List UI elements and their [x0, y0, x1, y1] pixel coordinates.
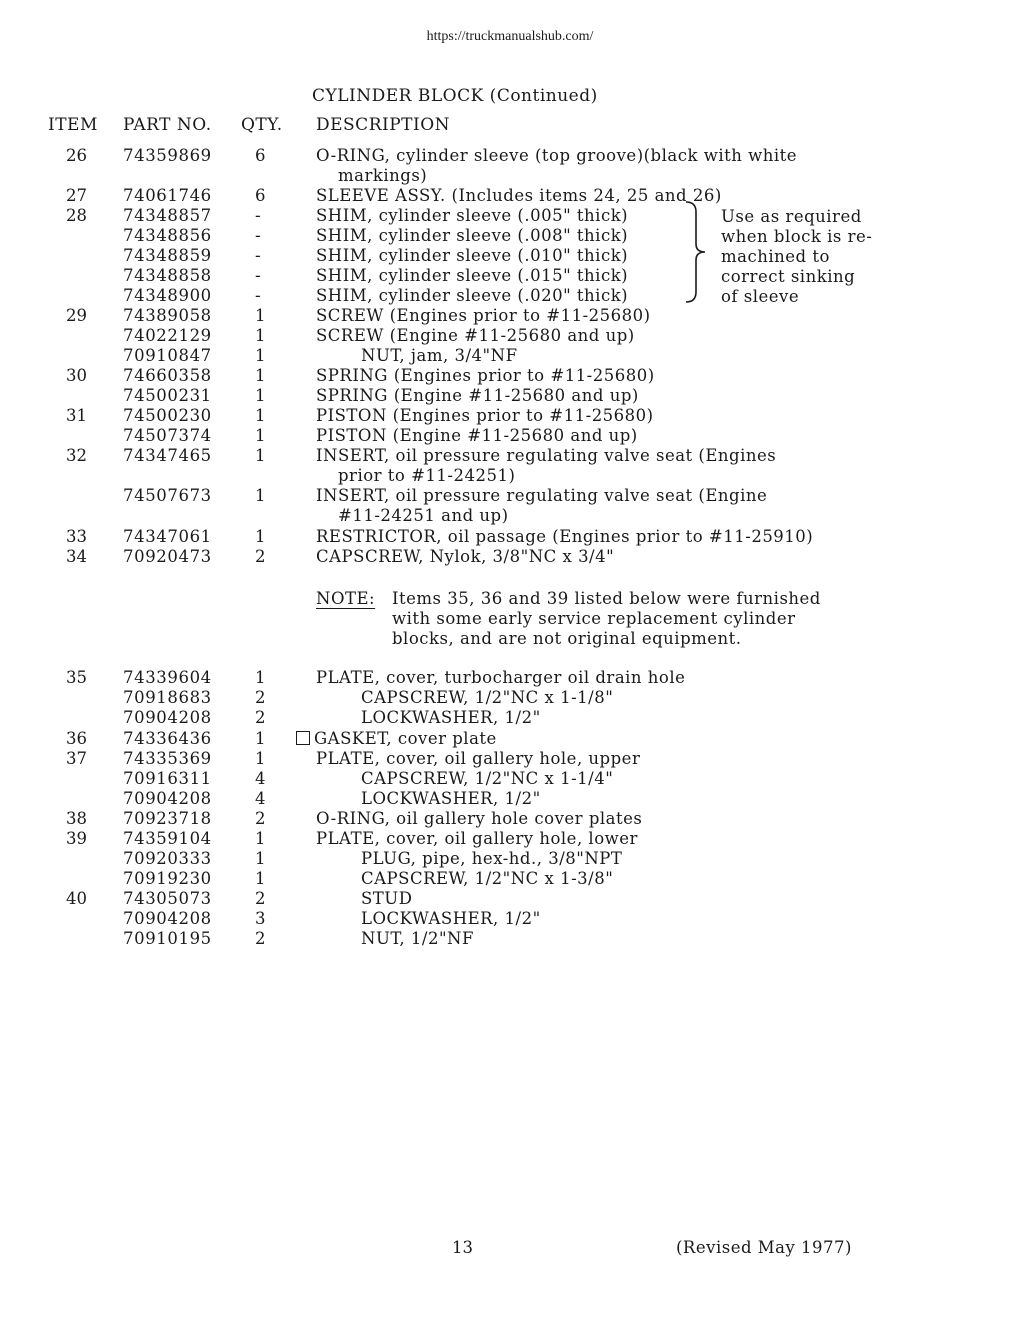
table-row — [0, 769, 1020, 789]
description: CAPSCREW, 1/2"NC x 1-1/8" — [361, 688, 614, 707]
description: STUD — [361, 889, 413, 908]
description: PISTON (Engine #11-25680 and up) — [316, 426, 638, 445]
table-row — [0, 729, 1020, 749]
description: SCREW (Engines prior to #11-25680) — [316, 306, 651, 325]
item-number: 40 — [66, 889, 87, 908]
table-row — [0, 286, 1020, 306]
quantity: 1 — [255, 668, 266, 687]
description: LOCKWASHER, 1/2" — [361, 708, 541, 727]
part-number: 74359869 — [123, 146, 212, 165]
part-number: 70919230 — [123, 869, 212, 888]
item-number: 30 — [66, 366, 87, 385]
part-number: 74507374 — [123, 426, 212, 445]
item-number: 31 — [66, 406, 87, 425]
side-note-line: correct sinking — [721, 267, 856, 286]
quantity: 1 — [255, 406, 266, 425]
column-header-item: ITEM — [48, 115, 98, 135]
part-number: 74660358 — [123, 366, 212, 385]
column-header-description: DESCRIPTION — [316, 115, 451, 135]
description: LOCKWASHER, 1/2" — [361, 789, 541, 808]
part-number: 74348858 — [123, 266, 212, 285]
table-row — [0, 506, 1020, 526]
table-row — [0, 266, 1020, 286]
item-number: 35 — [66, 668, 87, 687]
quantity: 6 — [255, 186, 266, 205]
description: prior to #11-24251) — [338, 466, 516, 485]
quantity: 1 — [255, 366, 266, 385]
note-line: blocks, and are not original equipment. — [392, 629, 742, 648]
table-row — [0, 366, 1020, 386]
part-number: 74339604 — [123, 668, 212, 687]
quantity: 2 — [255, 809, 266, 828]
table-row — [0, 889, 1020, 909]
quantity: 1 — [255, 749, 266, 768]
part-number: 70904208 — [123, 789, 212, 808]
item-number: 27 — [66, 186, 87, 205]
table-row — [0, 708, 1020, 728]
item-number: 28 — [66, 206, 87, 225]
table-row — [0, 688, 1020, 708]
description: CAPSCREW, 1/2"NC x 1-3/8" — [361, 869, 614, 888]
part-number: 70918683 — [123, 688, 212, 707]
quantity: 4 — [255, 789, 266, 808]
side-note-line: when block is re- — [721, 227, 873, 246]
quantity: - — [255, 206, 261, 225]
part-number: 74389058 — [123, 306, 212, 325]
part-number: 74336436 — [123, 729, 212, 748]
quantity: 1 — [255, 326, 266, 345]
description: NUT, jam, 3/4"NF — [361, 346, 518, 365]
quantity: - — [255, 266, 261, 285]
item-number: 33 — [66, 527, 87, 546]
part-number: 74061746 — [123, 186, 212, 205]
description: PLATE, cover, turbocharger oil drain hole — [316, 668, 686, 687]
page-title: CYLINDER BLOCK (Continued) — [312, 86, 598, 106]
part-number: 74347465 — [123, 446, 212, 465]
item-number: 29 — [66, 306, 87, 325]
description: INSERT, oil pressure regulating valve seat (Engines — [316, 446, 777, 465]
item-number: 26 — [66, 146, 87, 165]
quantity: 2 — [255, 688, 266, 707]
table-row — [0, 206, 1020, 226]
part-number: 70916311 — [123, 769, 212, 788]
description: PLUG, pipe, hex-hd., 3/8"NPT — [361, 849, 623, 868]
table-row — [0, 346, 1020, 366]
part-number: 74500231 — [123, 386, 212, 405]
quantity: 4 — [255, 769, 266, 788]
right-brace-icon — [683, 200, 709, 304]
description: PLATE, cover, oil gallery hole, lower — [316, 829, 638, 848]
description: O-RING, cylinder sleeve (top groove)(black with white — [316, 146, 798, 165]
column-header-part-no: PART NO. — [123, 115, 212, 135]
table-row — [0, 426, 1020, 446]
part-number: 70910847 — [123, 346, 212, 365]
quantity: 1 — [255, 426, 266, 445]
table-row — [0, 306, 1020, 326]
table-row — [0, 146, 1020, 166]
quantity: 1 — [255, 346, 266, 365]
side-note-line: machined to — [721, 247, 830, 266]
quantity: 1 — [255, 849, 266, 868]
description: PLATE, cover, oil gallery hole, upper — [316, 749, 641, 768]
table-row — [0, 849, 1020, 869]
table-row — [0, 909, 1020, 929]
part-number: 74348859 — [123, 246, 212, 265]
description: #11-24251 and up) — [338, 506, 509, 525]
quantity: - — [255, 226, 261, 245]
part-number: 74335369 — [123, 749, 212, 768]
quantity: 2 — [255, 708, 266, 727]
description: SHIM, cylinder sleeve (.008" thick) — [316, 226, 629, 245]
page-number: 13 — [452, 1238, 473, 1257]
table-row — [0, 466, 1020, 486]
quantity: 1 — [255, 869, 266, 888]
side-note-line: Use as required — [721, 207, 862, 226]
description: NUT, 1/2"NF — [361, 929, 474, 948]
description: SPRING (Engines prior to #11-25680) — [316, 366, 655, 385]
part-number: 74507673 — [123, 486, 212, 505]
note-line: with some early service replacement cylinder — [392, 609, 796, 628]
table-row — [0, 809, 1020, 829]
table-row — [0, 749, 1020, 769]
table-row — [0, 486, 1020, 506]
table-row — [0, 829, 1020, 849]
table-row — [0, 166, 1020, 186]
item-number: 37 — [66, 749, 87, 768]
quantity: 3 — [255, 909, 266, 928]
description: O-RING, oil gallery hole cover plates — [316, 809, 643, 828]
part-number: 70910195 — [123, 929, 212, 948]
table-row — [0, 246, 1020, 266]
part-number: 74305073 — [123, 889, 212, 908]
table-row — [0, 326, 1020, 346]
item-number: 39 — [66, 829, 87, 848]
part-number: 74022129 — [123, 326, 212, 345]
table-row — [0, 406, 1020, 426]
table-row — [0, 446, 1020, 466]
table-row — [0, 527, 1020, 547]
description: CAPSCREW, 1/2"NC x 1-1/4" — [361, 769, 614, 788]
quantity: 1 — [255, 306, 266, 325]
item-number: 36 — [66, 729, 87, 748]
quantity: - — [255, 286, 261, 305]
description: SHIM, cylinder sleeve (.020" thick) — [316, 286, 629, 305]
description: SHIM, cylinder sleeve (.015" thick) — [316, 266, 629, 285]
part-number: 70920473 — [123, 547, 212, 566]
quantity: 1 — [255, 829, 266, 848]
item-number: 32 — [66, 446, 87, 465]
part-number: 70904208 — [123, 708, 212, 727]
table-row — [0, 386, 1020, 406]
table-row — [0, 789, 1020, 809]
quantity: 1 — [255, 486, 266, 505]
part-number: 70923718 — [123, 809, 212, 828]
description: SLEEVE ASSY. (Includes items 24, 25 and 26) — [316, 186, 722, 205]
note-line: Items 35, 36 and 39 listed below were furnished — [392, 589, 821, 608]
side-note-line: of sleeve — [721, 287, 800, 306]
description: RESTRICTOR, oil passage (Engines prior to #11-25910) — [316, 527, 814, 546]
note-label: NOTE: — [316, 589, 376, 608]
column-header-qty: QTY. — [241, 115, 283, 135]
description: INSERT, oil pressure regulating valve seat (Engine — [316, 486, 768, 505]
description: LOCKWASHER, 1/2" — [361, 909, 541, 928]
part-number: 70920333 — [123, 849, 212, 868]
description: CAPSCREW, Nylok, 3/8"NC x 3/4" — [316, 547, 615, 566]
quantity: 1 — [255, 729, 266, 748]
quantity: 1 — [255, 386, 266, 405]
part-number: 74347061 — [123, 527, 212, 546]
part-number: 74500230 — [123, 406, 212, 425]
item-number: 38 — [66, 809, 87, 828]
description: PISTON (Engines prior to #11-25680) — [316, 406, 654, 425]
quantity: 2 — [255, 889, 266, 908]
table-row — [0, 186, 1020, 206]
table-row — [0, 668, 1020, 688]
table-row — [0, 547, 1020, 567]
quantity: 2 — [255, 547, 266, 566]
checkbox-square-icon — [296, 731, 310, 745]
source-url[interactable]: https://truckmanualshub.com/ — [426, 29, 594, 44]
quantity: 6 — [255, 146, 266, 165]
part-number: 70904208 — [123, 909, 212, 928]
description: markings) — [338, 166, 428, 185]
description-cell — [316, 729, 497, 749]
part-number: 74359104 — [123, 829, 212, 848]
quantity: - — [255, 246, 261, 265]
description: SPRING (Engine #11-25680 and up) — [316, 386, 639, 405]
part-number: 74348856 — [123, 226, 212, 245]
quantity: 1 — [255, 446, 266, 465]
description: SHIM, cylinder sleeve (.005" thick) — [316, 206, 629, 225]
description: SCREW (Engine #11-25680 and up) — [316, 326, 635, 345]
description: SHIM, cylinder sleeve (.010" thick) — [316, 246, 629, 265]
item-number: 34 — [66, 547, 87, 566]
table-row — [0, 869, 1020, 889]
quantity: 1 — [255, 527, 266, 546]
quantity: 2 — [255, 929, 266, 948]
revision-date: (Revised May 1977) — [676, 1238, 852, 1257]
description: GASKET, cover plate — [314, 729, 497, 748]
part-number: 74348900 — [123, 286, 212, 305]
table-row — [0, 929, 1020, 949]
part-number: 74348857 — [123, 206, 212, 225]
